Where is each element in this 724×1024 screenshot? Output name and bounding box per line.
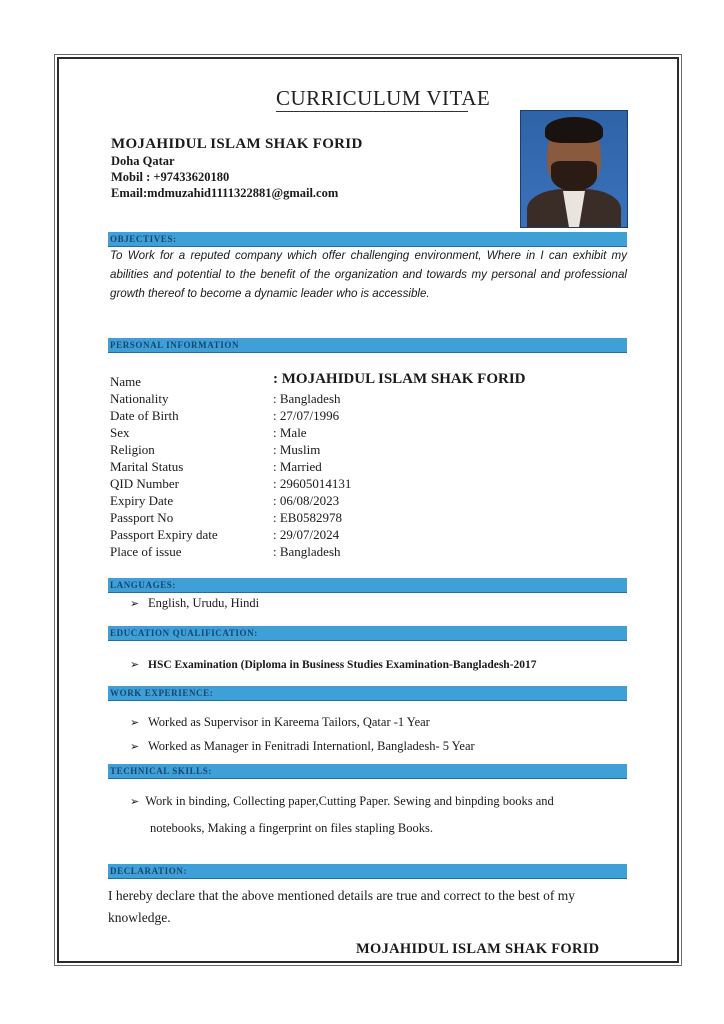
applicant-name: MOJAHIDUL ISLAM SHAK FORID <box>111 136 363 152</box>
mobile-number: Mobil : +97433620180 <box>111 170 230 184</box>
email-address: Email:mdmuzahid1111322881@gmail.com <box>111 186 339 200</box>
section-bar-work-experience: WORK EXPERIENCE: <box>108 686 627 701</box>
document-title: CURRICULUM VITAE <box>276 86 491 110</box>
section-bar-languages: LANGUAGES: <box>108 578 627 593</box>
title-underline <box>276 111 468 112</box>
location: Doha Qatar <box>111 154 175 168</box>
section-bar-education: EDUCATION QUALIFICATION: <box>108 626 627 641</box>
declaration-text: I hereby declare that the above mentioned details are true and correct to the best of my knowledge. <box>108 888 576 925</box>
arrow-bullet-icon: ➢ <box>130 795 140 808</box>
arrow-bullet-icon: ➢ <box>130 597 140 610</box>
objective-text: To Work for a reputed company which offer challenging environment, Where in I can exhibit my abilities and potential to the benefit of the organization and towards my personal and professional growth thereof to become a dynamic leader who is accessible. <box>110 249 627 300</box>
arrow-bullet-icon: ➢ <box>130 716 140 729</box>
arrow-bullet-icon: ➢ <box>130 658 140 671</box>
work-item: ➢ Worked as Manager in Fenitradi Internationl, Bangladesh- 5 Year <box>130 739 475 753</box>
profile-photo <box>520 110 628 228</box>
languages-item: ➢ English, Urudu, Hindi <box>130 596 260 610</box>
section-bar-declaration: DECLARATION: <box>108 864 627 879</box>
signature-name: MOJAHIDUL ISLAM SHAK FORID <box>356 941 600 957</box>
technical-skills-item: ➢ Work in binding, Collecting paper,Cutting Paper. Sewing and binpding books and notebooks, Making a fingerprint on files stapling Books. <box>130 794 554 835</box>
section-bar-personal-information: PERSONAL INFORMATION <box>108 338 627 353</box>
education-item: ➢ HSC Examination (Diploma in Business Studies Examination-Bangladesh-2017 <box>130 658 537 671</box>
arrow-bullet-icon: ➢ <box>130 740 140 753</box>
section-bar-technical-skills: TECHNICAL SKILLS: <box>108 764 627 779</box>
work-item: ➢ Worked as Supervisor in Kareema Tailors, Qatar -1 Year <box>130 715 430 729</box>
section-bar-objectives: OBJECTIVES: <box>108 232 627 247</box>
